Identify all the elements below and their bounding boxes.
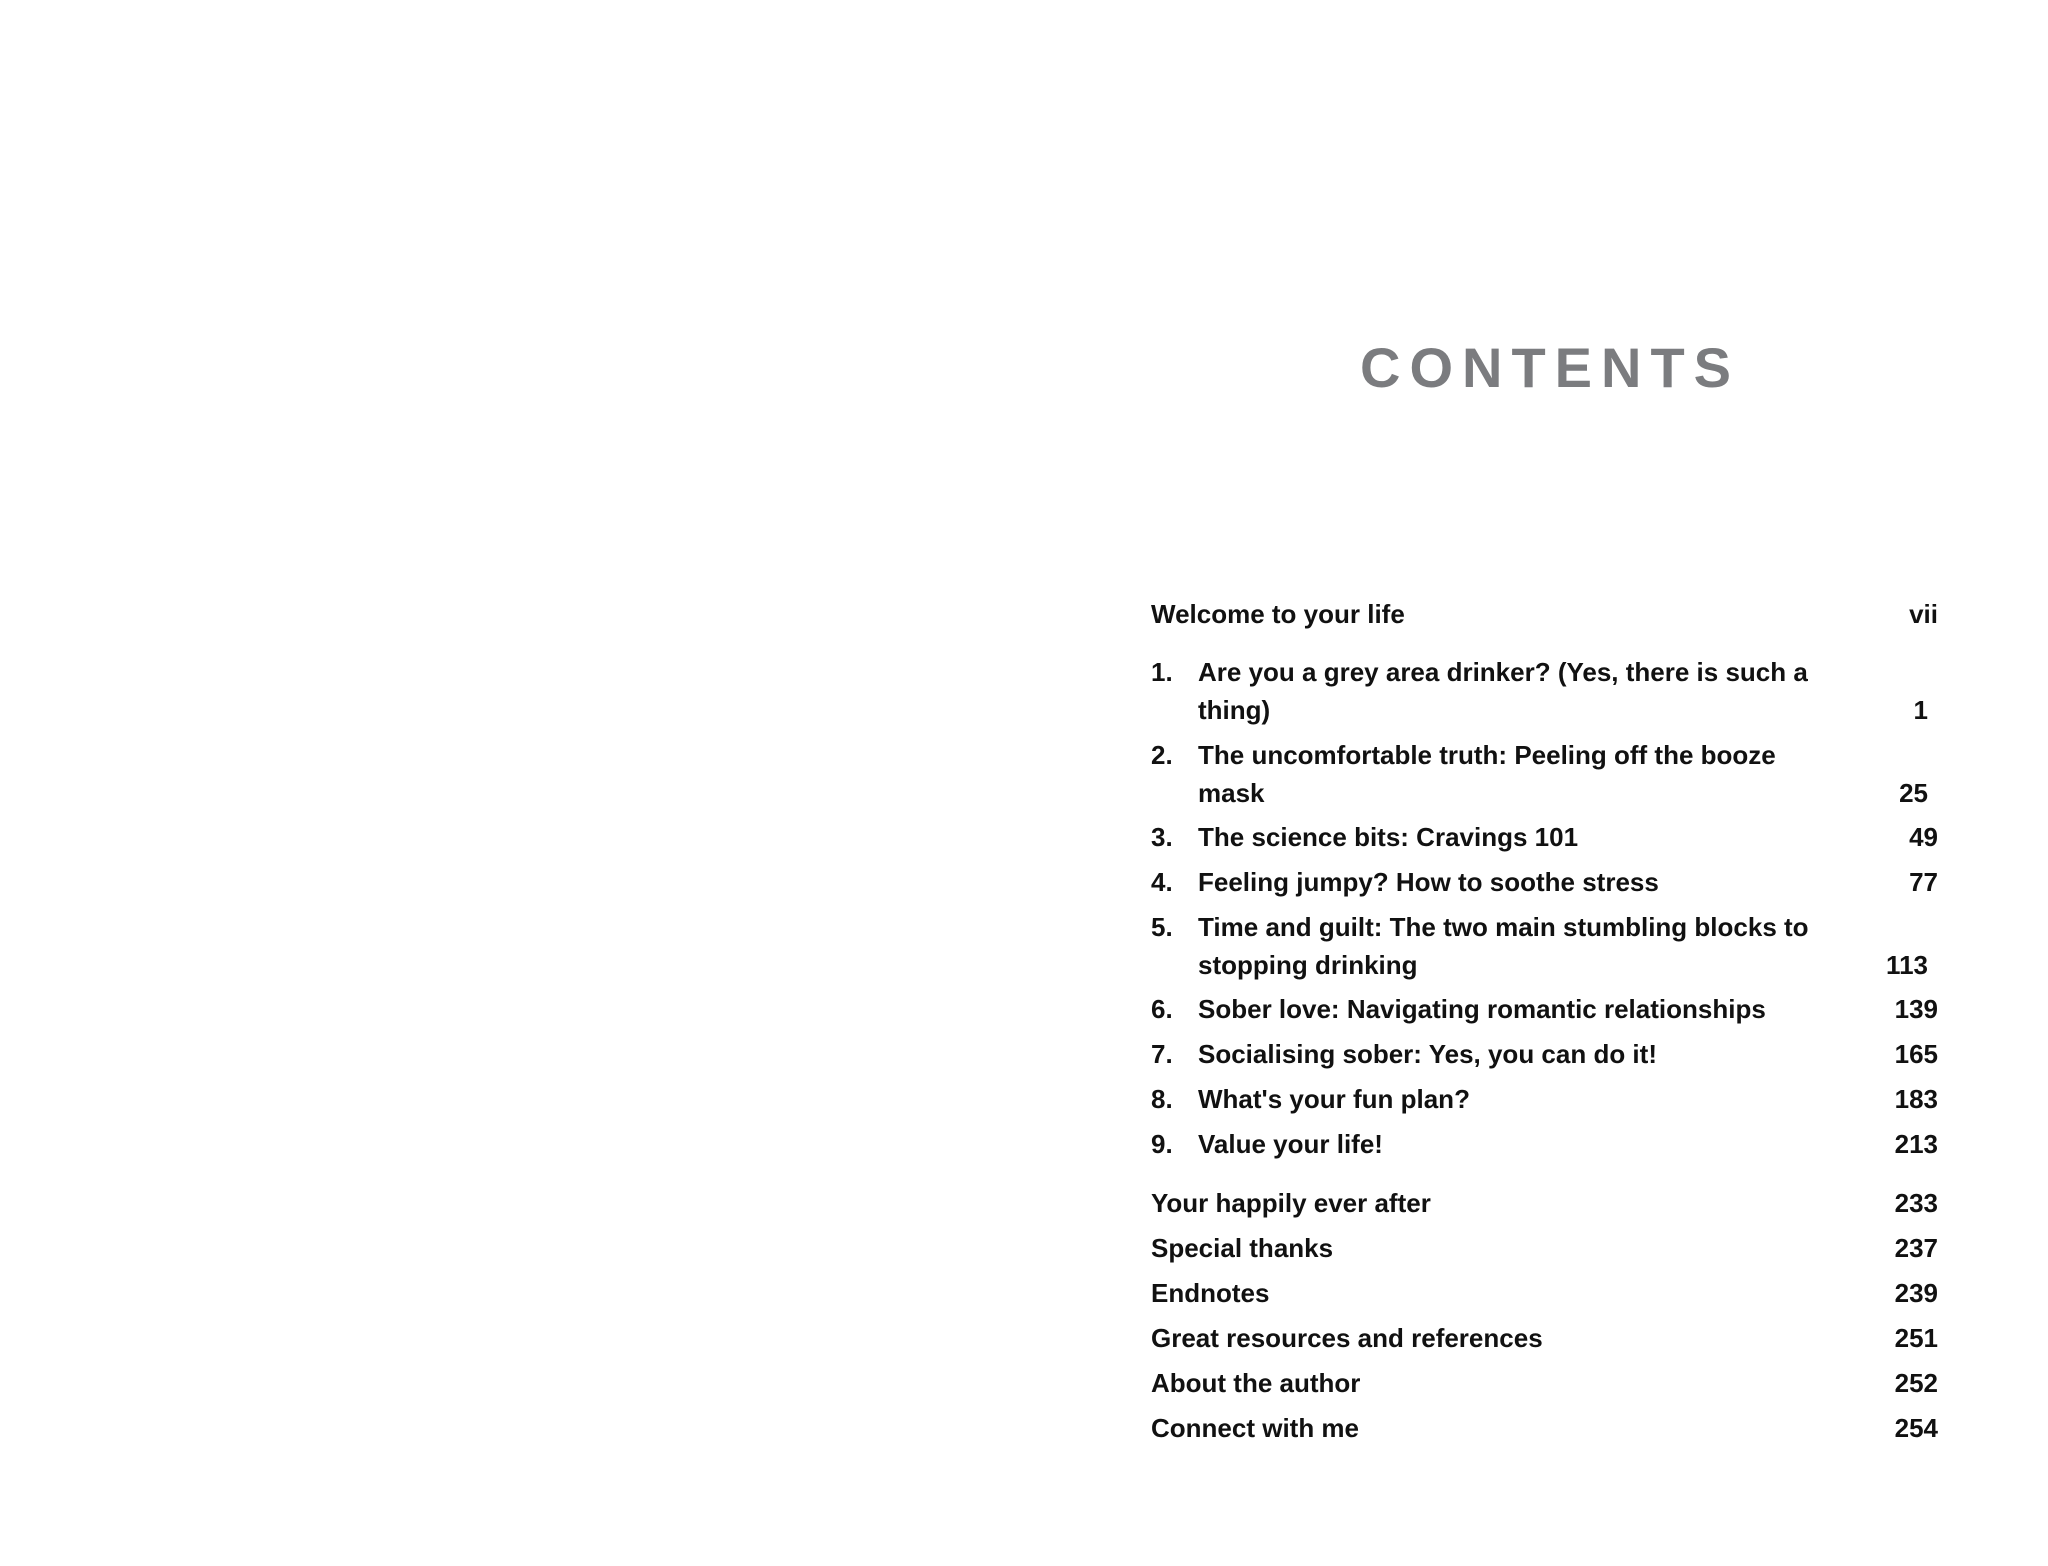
toc-chapter-number: 1. (1151, 657, 1173, 687)
toc-chapter-9[interactable] (1151, 1125, 1938, 1163)
toc-chapter-number: 7. (1151, 1039, 1173, 1069)
toc-chapter-title: Sober love: Navigating romantic relationships (1198, 994, 1766, 1024)
toc-chapter-3[interactable] (1151, 818, 1938, 856)
toc-chapter-1[interactable] (1151, 653, 1938, 729)
toc-chapter-number: 6. (1151, 994, 1173, 1024)
toc-entry-page: 254 (1894, 1413, 1938, 1443)
toc-entry-title: Endnotes (1151, 1278, 1270, 1308)
toc-chapter-6[interactable] (1151, 990, 1938, 1028)
toc-entry-page: vii (1909, 599, 1938, 629)
toc-chapter-title: The science bits: Cravings 101 (1198, 822, 1579, 852)
toc-entry-special-thanks[interactable] (1151, 1229, 1938, 1267)
toc-entry-endnotes[interactable] (1151, 1274, 1938, 1312)
toc-entry-about-author[interactable] (1151, 1364, 1938, 1402)
toc-entry-welcome[interactable] (1151, 595, 1938, 633)
toc-entry-title: Great resources and references (1151, 1323, 1543, 1353)
toc-chapter-page: 165 (1894, 1039, 1938, 1069)
toc-entry-page: 251 (1894, 1323, 1938, 1353)
toc-entry-page: 237 (1894, 1233, 1938, 1263)
contents-heading: CONTENTS (1360, 336, 1740, 399)
toc-chapter-number: 4. (1151, 867, 1173, 897)
toc-chapter-2[interactable] (1151, 736, 1938, 812)
toc-chapter-title: The uncomfortable truth: Peeling off the booze mask (1198, 740, 1776, 808)
toc-entry-title: Connect with me (1151, 1413, 1360, 1443)
toc-entry-connect[interactable] (1151, 1409, 1938, 1447)
toc-entry-title: Special thanks (1151, 1233, 1334, 1263)
toc-chapter-title: Socialising sober: Yes, you can do it! (1198, 1039, 1657, 1069)
toc-entry-happily-ever-after[interactable] (1151, 1184, 1938, 1222)
toc-entry-title: Your happily ever after (1151, 1188, 1431, 1218)
toc-chapter-page: 25 (1899, 778, 1928, 808)
toc-chapter-number: 2. (1151, 740, 1173, 770)
toc-chapter-number: 3. (1151, 822, 1173, 852)
toc-chapter-page: 1 (1913, 695, 1928, 725)
toc-chapter-number: 5. (1151, 912, 1173, 942)
toc-chapter-8[interactable] (1151, 1080, 1938, 1118)
toc-chapter-number: 8. (1151, 1084, 1173, 1114)
toc-entry-resources[interactable] (1151, 1319, 1938, 1357)
toc-chapter-title: Value your life! (1198, 1129, 1383, 1159)
toc-chapter-page: 183 (1894, 1084, 1938, 1114)
toc-chapter-7[interactable] (1151, 1035, 1938, 1073)
toc-chapter-title: Are you a grey area drinker? (Yes, there is such a thing) (1198, 657, 1808, 725)
toc-entry-title: About the author (1151, 1368, 1361, 1398)
toc-entry-page: 252 (1894, 1368, 1938, 1398)
toc-entry-page: 239 (1894, 1278, 1938, 1308)
toc-chapter-number: 9. (1151, 1129, 1173, 1159)
toc-chapter-page: 139 (1894, 994, 1938, 1024)
toc-chapter-title: What's your fun plan? (1198, 1084, 1470, 1114)
toc-chapter-page: 49 (1909, 822, 1938, 852)
toc-entry-page: 233 (1894, 1188, 1938, 1218)
toc-chapter-title: Time and guilt: The two main stumbling blocks to stopping drinking (1198, 912, 1809, 980)
toc-chapter-page: 113 (1886, 950, 1928, 980)
toc-chapter-title: Feeling jumpy? How to soothe stress (1198, 867, 1659, 897)
toc-chapter-4[interactable] (1151, 863, 1938, 901)
toc-entry-title: Welcome to your life (1151, 599, 1405, 629)
toc-chapter-page: 213 (1894, 1129, 1938, 1159)
toc-chapter-5[interactable] (1151, 908, 1938, 984)
toc-chapter-page: 77 (1909, 867, 1938, 897)
